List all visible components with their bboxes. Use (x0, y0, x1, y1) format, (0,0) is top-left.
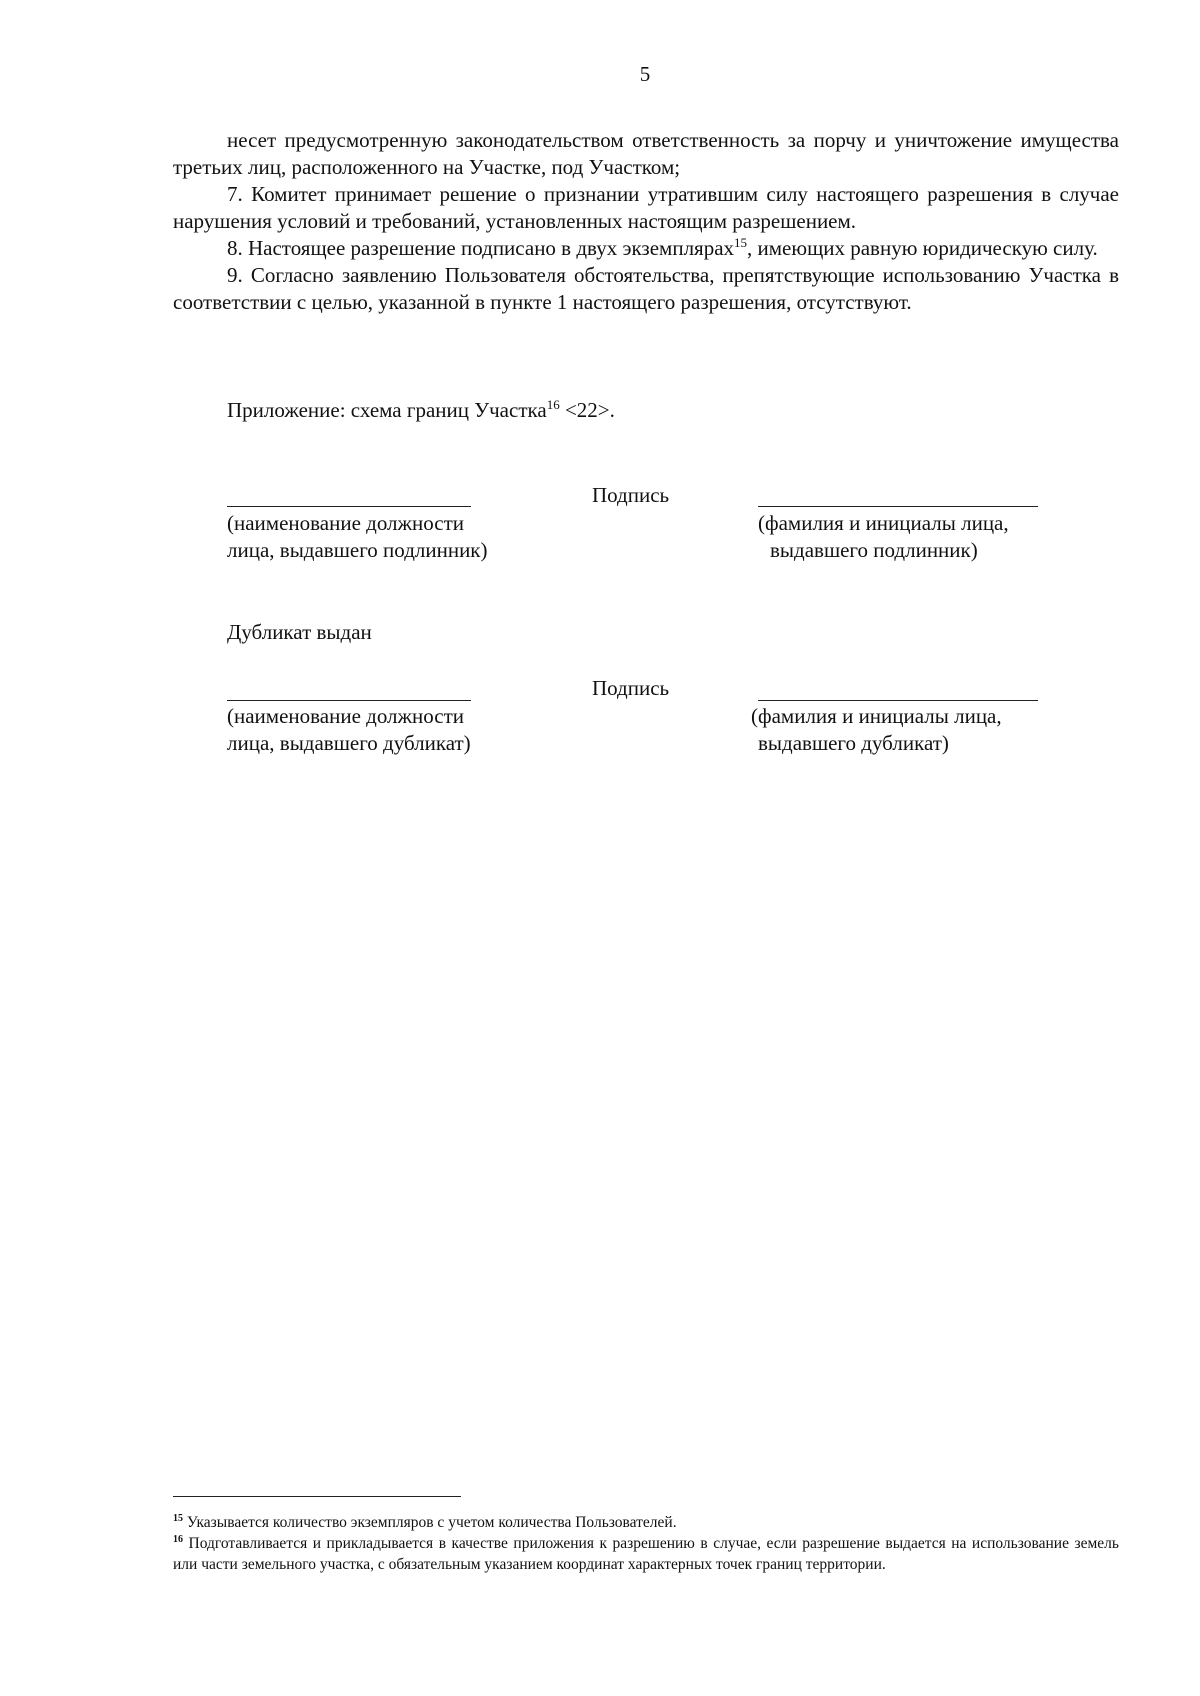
signature-label: Подпись (592, 483, 670, 507)
footnote-15-text: Указывается количество экземпляров с учетом количества Пользователей. (183, 1514, 677, 1531)
position-signature-line (227, 506, 471, 507)
footnote-15 (173, 1512, 1119, 1533)
footnotes (173, 1512, 1119, 1575)
body-text (173, 127, 1119, 316)
position-caption (227, 510, 488, 564)
paragraph-9: 9. Согласно заявлению Пользователя обстоятельства, препятствующие использованию Участка в соответствии с целью, указанной в пункте 1 настоящего разрешения, отсутствуют. (173, 263, 1119, 314)
footnote-ref-16[interactable]: 16 (546, 397, 560, 412)
name-caption-line-1: (фамилия и инициалы лица, (758, 511, 1009, 535)
duplicate-name-signature-line (758, 700, 1038, 701)
footnote-15-number: 15 (173, 1512, 183, 1524)
paragraph-8-text: 8. Настоящее разрешение подписано в двух экземплярах (227, 236, 735, 260)
name-caption-line-2: выдавшего подлинник) (770, 538, 978, 562)
duplicate-position-caption (227, 703, 471, 757)
duplicate-issued-label: Дубликат выдан (227, 620, 372, 644)
paragraph-continuation: несет предусмотренную законодательством ответственность за порчу и уничтожение имущества третьих лиц, расположенного на Участке, под Участком; (173, 128, 1119, 179)
name-signature-line (758, 506, 1038, 507)
appendix-text: Приложение: схема границ Участка (227, 398, 547, 422)
paragraph-8 (173, 235, 1119, 262)
footnote-16-number: 16 (173, 1533, 183, 1545)
appendix-tail: <22>. (559, 398, 615, 422)
footnote-ref-15[interactable]: 15 (734, 235, 748, 250)
appendix-line (227, 398, 615, 423)
duplicate-name-caption (751, 703, 1002, 757)
footnote-16-text: Подготавливается и прикладывается в качестве приложения к разрешению в случае, если разрешение выдается на использование земель или части земельного участка, с обязательным указанием координат характерных точек границ территории. (173, 1535, 1119, 1573)
page-number: 5 (639, 62, 651, 86)
duplicate-position-caption-line-1: (наименование должности (227, 704, 465, 728)
duplicate-position-caption-line-2: лица, выдавшего дубликат) (227, 731, 471, 755)
duplicate-position-signature-line (227, 700, 471, 701)
paragraph-7: 7. Комитет принимает решение о признании утратившим силу настоящего разрешения в случае нарушения условий и требований, установленных настоящим разрешением. (173, 182, 1119, 233)
paragraph-8-tail: , имеющих равную юридическую силу. (747, 236, 1098, 260)
duplicate-name-caption-line-2: выдавшего дубликат) (758, 731, 949, 755)
duplicate-signature-label: Подпись (592, 676, 670, 700)
position-caption-line-1: (наименование должности (227, 511, 465, 535)
duplicate-name-caption-line-1: (фамилия и инициалы лица, (751, 704, 1002, 728)
footnote-16 (173, 1533, 1119, 1575)
position-caption-line-2: лица, выдавшего подлинник) (227, 538, 488, 562)
footnote-separator (173, 1496, 461, 1497)
name-caption (758, 510, 1009, 564)
